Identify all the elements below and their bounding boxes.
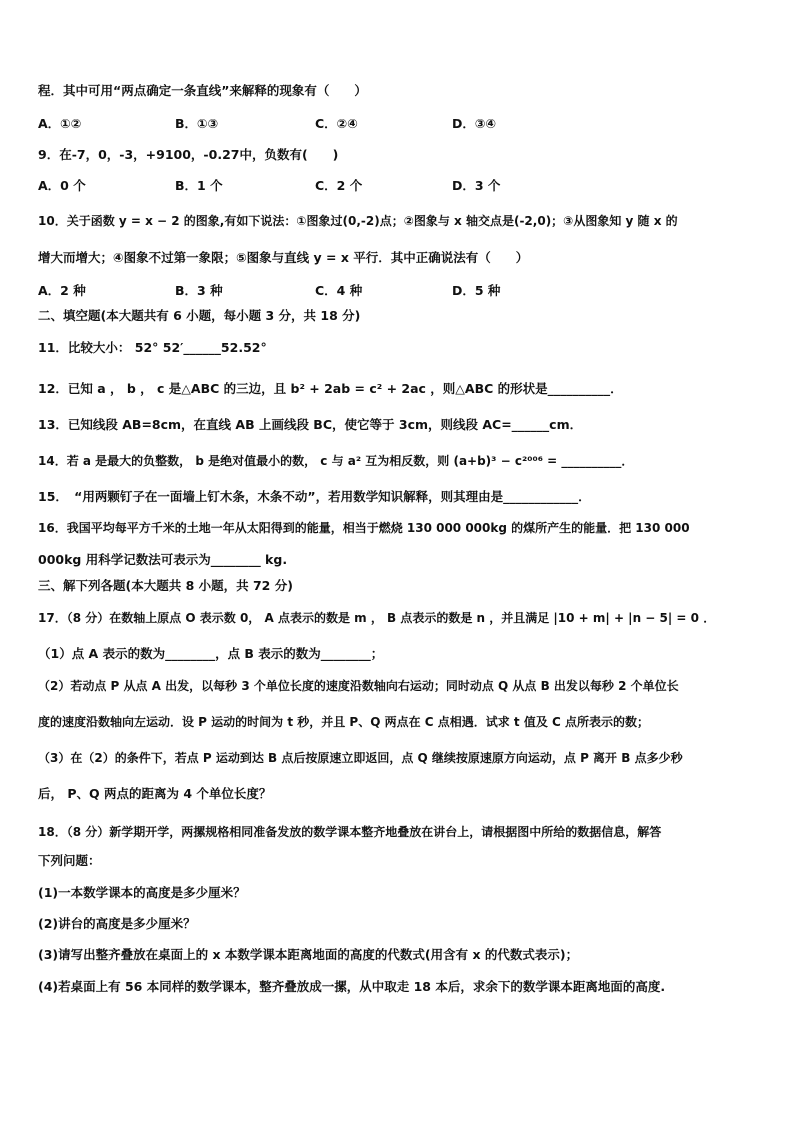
option-d: D．3 个 (452, 178, 501, 193)
question-18-part-4: (4)若桌面上有 56 本同样的数学课本，整齐叠放成一摞，从中取走 18 本后，求余下的数学课本距离地面的高度. (38, 979, 666, 994)
question-12: 12．已知 a ， b ， c 是△ABC 的三边，且 b² + 2ab = c² + 2ac ，则△ABC 的形状是__________． (38, 381, 623, 396)
question-17-part-3-line-1: （3）在（2）的条件下，若点 P 运动到达 B 点后按原速立即返回，点 Q 继续按原速原方向运动，点 P 离开 B 点多少秒 (38, 751, 683, 765)
question-17-part-2-line-2: 度的速度沿数轴向左运动．设 P 运动的时间为 t 秒，并且 P、Q 两点在 C 点相遇．试求 t 值及 C 点所表示的数； (38, 715, 650, 729)
question-16-line-2: 000kg 用科学记数法可表示为________ kg. (38, 552, 288, 567)
question-17-line-1: 17．（8 分）在数轴上原点 O 表示数 0， A 点表示的数是 m ， B 点表示的数是 n ，并且满足 |10 + m| + |n − 5| = 0 ． (38, 611, 716, 625)
question-17-part-3-line-2: 后， P、Q 两点的距离为 4 个单位长度？ (38, 786, 272, 801)
question-18-part-2: (2)讲台的高度是多少厘米？ (38, 916, 196, 931)
option-b: B．3 种 (175, 283, 223, 298)
question-10-line-1: 10．关于函数 y = x − 2 的图象,有如下说法：①图象过(0,-2)点；②图象与 x 轴交点是(-2,0)；③从图象知 y 随 x 的 (38, 214, 678, 228)
section-3-heading: 三、解下列各题(本大题共 8 小题，共 72 分) (38, 578, 293, 593)
question-14: 14．若 a 是最大的负整数， b 是绝对值最小的数， c 与 a² 互为相反数，则 (a+b)³ − c²⁰⁰⁶ = __________． (38, 454, 634, 468)
question-18-part-3: (3)请写出整齐叠放在桌面上的 x 本数学课本距离地面的高度的代数式(用含有 x 的代数式表示)； (38, 947, 579, 962)
question-16-line-1: 16．我国平均每平方千米的土地一年从太阳得到的能量，相当于燃烧 130 000 000kg 的煤所产生的能量．把 130 000 (38, 521, 690, 535)
question-18-part-1: (1)一本数学课本的高度是多少厘米？ (38, 885, 246, 900)
question-15: 15． “用两颗钉子在一面墙上钉木条，木条不动”，若用数学知识解释，则其理由是____________． (38, 489, 591, 504)
question-8-tail: 程．其中可用“两点确定一条直线”来解释的现象有（ ） (38, 83, 367, 98)
question-18-line-2: 下列问题： (38, 853, 101, 868)
option-d: D．③④ (452, 116, 497, 131)
section-2-heading: 二、填空题(本大题共有 6 小题，每小题 3 分，共 18 分) (38, 308, 361, 323)
question-18-line-1: 18．（8 分）新学期开学，两摞规格相同准备发放的数学课本整齐地叠放在讲台上，请根据图中所给的数据信息，解答 (38, 825, 662, 839)
option-a: A．0 个 (38, 178, 86, 193)
option-b: B．①③ (175, 116, 219, 131)
option-b: B．1 个 (175, 178, 223, 193)
question-13: 13．已知线段 AB=8cm，在直线 AB 上画线段 BC，使它等于 3cm，则线段 AC=______cm． (38, 417, 583, 432)
question-17-part-2-line-1: （2）若动点 P 从点 A 出发，以每秒 3 个单位长度的速度沿数轴向右运动；同时动点 Q 从点 B 出发以每秒 2 个单位长 (38, 679, 679, 693)
option-d: D．5 种 (452, 283, 501, 298)
question-9: 9．在-7，0，-3，+9100，-0.27中，负数有( ) (38, 147, 339, 162)
option-c: C．②④ (315, 116, 358, 131)
option-a: A．①② (38, 116, 82, 131)
option-c: C．2 个 (315, 178, 363, 193)
question-10-line-2: 增大而增大；④图象不过第一象限；⑤图象与直线 y = x 平行．其中正确说法有（ ） (38, 250, 529, 265)
question-17-part-1: （1）点 A 表示的数为________，点 B 表示的数为________； (38, 646, 384, 661)
option-a: A．2 种 (38, 283, 86, 298)
option-c: C．4 种 (315, 283, 363, 298)
question-11: 11．比较大小： 52° 52′______52.52° (38, 340, 267, 355)
